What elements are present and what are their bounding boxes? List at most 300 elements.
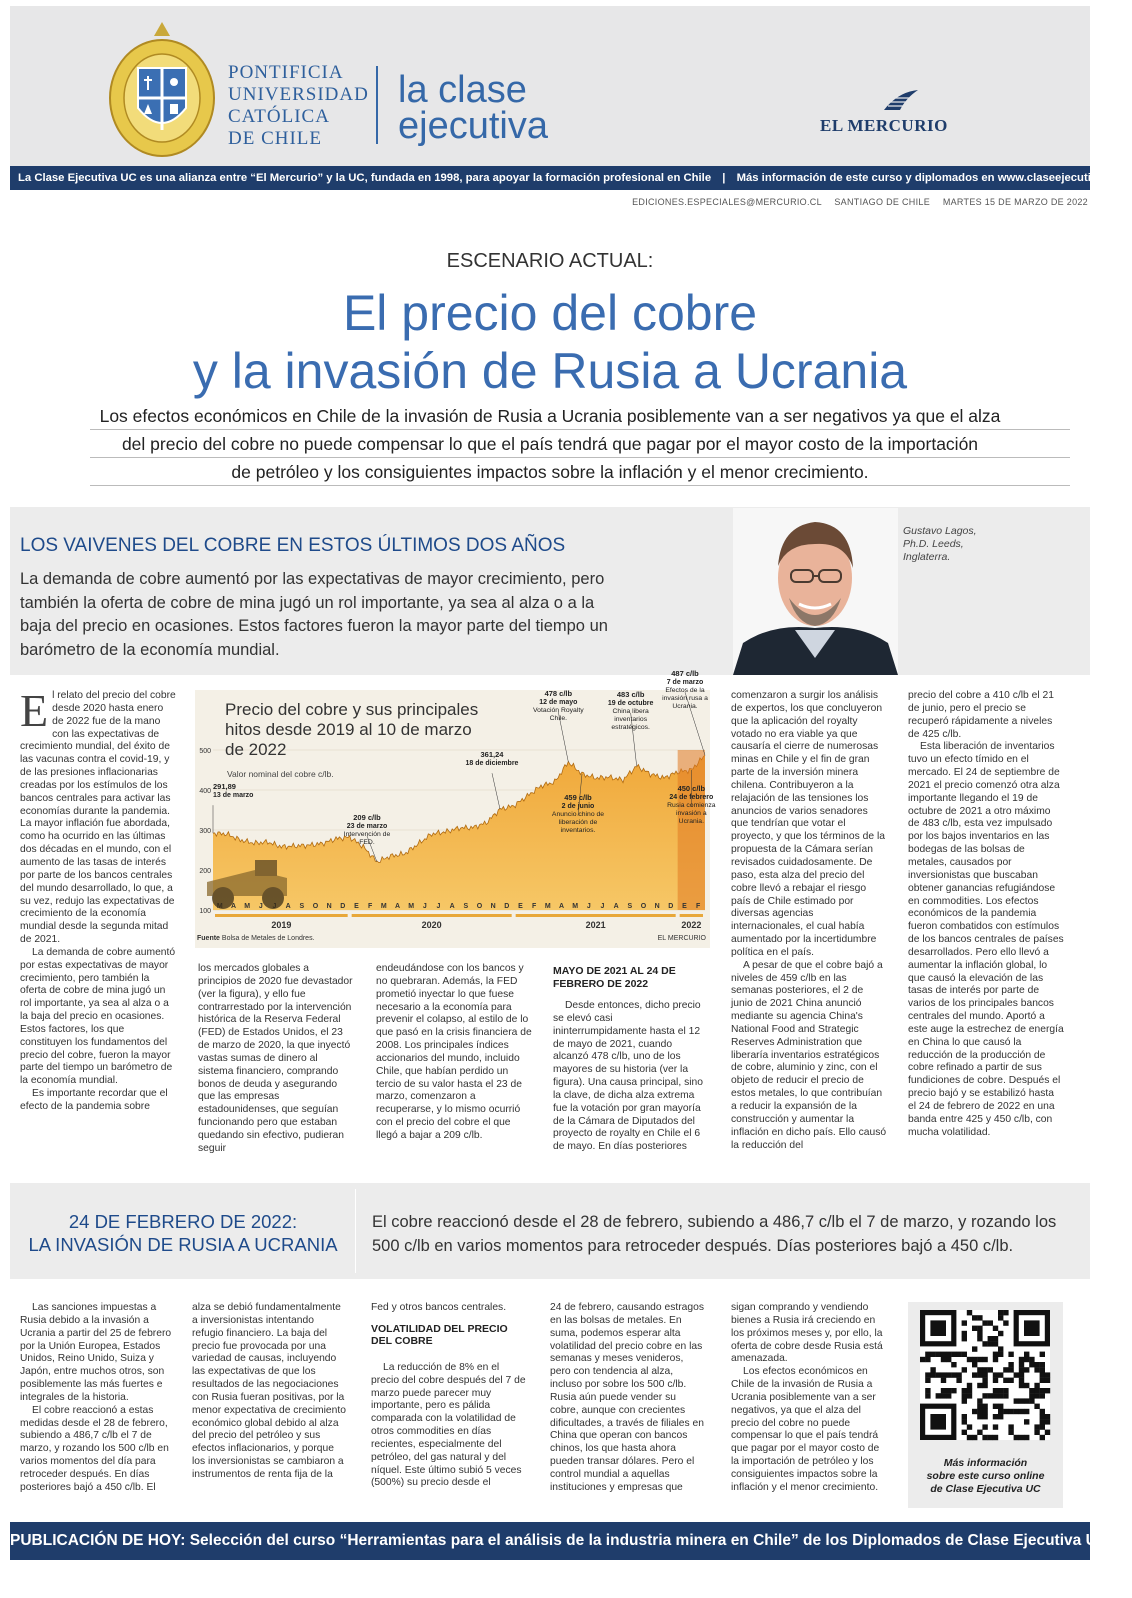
uc-name-line: DE CHILE — [228, 128, 323, 149]
qr-module — [962, 1352, 967, 1357]
drop-cap: E — [20, 685, 49, 736]
qr-module — [1034, 1362, 1039, 1367]
qr-module — [972, 1326, 977, 1331]
qr-module — [1019, 1362, 1024, 1367]
month-tick-label: J — [586, 903, 591, 910]
la-clase-ejecutiva-logo — [398, 69, 548, 147]
qr-module — [1014, 1372, 1019, 1377]
qr-module — [982, 1424, 987, 1429]
qr-module — [967, 1310, 972, 1315]
qr-module — [1040, 1378, 1045, 1383]
annotation-date: 23 de marzo — [346, 823, 388, 830]
qr-module — [941, 1352, 946, 1357]
qr-module — [962, 1320, 967, 1325]
qr-module — [1008, 1424, 1013, 1429]
paragraph: sigan comprando y vendiendo bienes a Rusia irá creciendo en los próximos meses y, por ello, la oferta de cobre desde Rusia está amenazada. — [731, 1302, 883, 1365]
qr-module — [972, 1346, 977, 1351]
paragraph: endeudándose con los bancos y no quebraran. Además, la FED prometió inyectar lo que fuese necesario a la economía para prevenir el colapso, al estilo de lo que pasó en la crisis financiera de 2008. Los principales índices accionarios del mundo, incluido Chile, que habían perdido un tercio de su valor hasta el 23 de marzo, comenzaron a recuperarse, y lo mismo ocurrió con el precio del cobre el que llegó a bajar a 209 c/lb. — [376, 963, 532, 1141]
qr-module — [1040, 1424, 1045, 1429]
year-label: 2021 — [585, 920, 606, 930]
annotation-note: inventarios — [614, 716, 648, 723]
qr-module — [951, 1388, 956, 1393]
qr-module — [951, 1352, 956, 1357]
qr-module — [1003, 1320, 1008, 1325]
annotation-note: invasión a — [676, 810, 707, 817]
article-column-1 — [20, 685, 176, 1114]
header-divider — [376, 66, 378, 144]
author-place: Inglaterra. — [903, 551, 951, 563]
qr-module — [941, 1378, 946, 1383]
qr-module — [993, 1352, 998, 1357]
qr-module — [988, 1393, 993, 1398]
qr-module — [967, 1424, 972, 1429]
qr-module — [977, 1414, 982, 1419]
qr-module — [977, 1315, 982, 1320]
publication-banner: PUBLICACIÓN DE HOY: Selección del curso “Herramientas para el análisis de la industria minera en Chile” de los Diplomados de Clase Ejecutiva UC. — [10, 1522, 1090, 1560]
qr-module — [993, 1424, 998, 1429]
paragraph: Fed y otros bancos centrales. — [371, 1302, 507, 1313]
qr-module — [946, 1372, 951, 1377]
qr-module — [988, 1341, 993, 1346]
qr-module — [967, 1393, 972, 1398]
qr-module — [1045, 1372, 1050, 1377]
qr-module — [1008, 1378, 1013, 1383]
month-tick-label: N — [490, 903, 496, 910]
month-tick-label: D — [504, 903, 510, 910]
annotation-value: 478 c/lb — [544, 689, 573, 698]
qr-module — [930, 1320, 946, 1336]
qr-module — [998, 1315, 1003, 1320]
paragraph: 24 de febrero, causando estragos en las bolsas de metales. En suma, podemos esperar alta volatilidad del precio cobre en las semanas y meses venideros, pero con tendencia al alza, incluso por sobre los 500 c/lb. Rusia aún puede vender su cobre, aunque con crecientes dificultades, a través de filiales en China que operan con bancos chinos, los que hasta ahora pueden transar dólares. Pero el control mundial a aquellas instituciones y empresas que — [550, 1302, 704, 1493]
qr-module — [925, 1352, 930, 1357]
qr-module — [998, 1404, 1003, 1409]
uc-name-line: CATÓLICA — [228, 106, 330, 127]
paragraph: La demanda de cobre aumentó por estas expectativas de mayor crecimiento, pero también la oferta de cobre de mina jugó un rol importante, ya sea al alza o a la baja del precio en ocasiones. Estos factores, los que constituyen los fundamentos del precio del cobre, fueron la mayor parte del tiempo un barómetro de la economía mundial. — [20, 946, 176, 1087]
qr-module — [993, 1336, 998, 1341]
paragraph: A pesar de que el cobre bajó a niveles de 459 c/lb en las semanas posteriores, el 2 de junio de 2021 China anunció mediante su agencia China's National Food and Strategic Reserves Administration que liberaría inventarios estratégicos de cobre, aluminio y zinc, con el objeto de reducir el precio de estos metales, lo que contribuían a reducir la expansión de la construcción y aumentar la inflación en dicho país. Ello causó la reducción del — [731, 959, 887, 1151]
month-tick-label: S — [299, 903, 305, 910]
qr-module — [998, 1346, 1003, 1351]
qr-module — [1014, 1398, 1019, 1403]
month-tick-label: A — [558, 903, 565, 910]
paragraph: Los efectos económicos en Chile de la invasión de Rusia a Ucrania posiblemente van a ser negativos, ya que el alza del precio del cobre no puede compensar lo que el país tendrá que pagar por el mayor costo de la importación de petróleo y los consiguientes impactos sobre la inflación y el menor crecimiento. — [731, 1366, 880, 1493]
qr-module — [967, 1357, 972, 1362]
qr-module — [1008, 1352, 1013, 1357]
year-bar — [215, 914, 348, 917]
annotation-note: China libera — [612, 708, 649, 715]
page-title — [0, 284, 1100, 400]
qr-module — [988, 1367, 993, 1372]
qr-module — [993, 1372, 998, 1377]
qr-module — [1040, 1393, 1045, 1398]
annotation-note: liberación de — [558, 819, 598, 826]
paragraph: precio del cobre a 410 c/lb el 21 de junio, pero el precio se recuperó rápidamente a niveles de 425 c/lb. — [908, 690, 1054, 740]
date: MARTES 15 DE MARZO DE 2022 — [942, 197, 1088, 207]
qr-module — [1003, 1393, 1008, 1398]
qr-module — [977, 1372, 982, 1377]
qr-module — [946, 1388, 951, 1393]
qr-module — [1040, 1409, 1045, 1414]
qr-module — [956, 1352, 961, 1357]
qr-module — [925, 1378, 930, 1383]
article-column-3 — [376, 963, 532, 1143]
qr-module — [941, 1357, 946, 1362]
place: SANTIAGO DE CHILE — [834, 197, 930, 207]
qr-module — [962, 1388, 967, 1393]
clase-line: ejecutiva — [398, 105, 548, 147]
annotation-date: 12 de mayo — [539, 699, 578, 706]
annotation-note: Ucrania. — [672, 703, 698, 711]
month-tick-label: N — [654, 903, 660, 910]
portrait-image — [733, 508, 898, 675]
mercurio-wing-icon — [880, 88, 920, 116]
qr-module — [993, 1357, 998, 1362]
qr-module — [962, 1419, 967, 1424]
qr-module — [1034, 1424, 1039, 1429]
qr-module — [982, 1435, 987, 1440]
month-tick-label: J — [436, 903, 441, 910]
qr-module — [998, 1393, 1003, 1398]
annotation-note: estratégicos. — [611, 724, 650, 731]
qr-module — [982, 1383, 987, 1388]
article-column-4 — [553, 963, 709, 1154]
qr-module — [998, 1310, 1003, 1315]
paragraph: El cobre reaccionó a estas medidas desde el 28 de febrero, subiendo a 486,7 c/lb el 7 de marzo, y rozando los 500 c/lb en varios momentos del día para retroceder después. En días posteriores bajó a 450 c/lb. El — [20, 1404, 169, 1493]
qr-module — [988, 1320, 993, 1325]
qr-caption-line: de Clase Ejecutiva UC — [930, 1483, 1041, 1495]
month-tick-label: E — [682, 903, 687, 910]
month-tick-label: J — [258, 903, 263, 910]
clase-line: la clase — [398, 69, 527, 111]
article-column-7 — [20, 1302, 175, 1495]
y-tick-label: 200 — [199, 868, 211, 875]
year-bar — [516, 914, 676, 917]
qr-module — [982, 1357, 987, 1362]
month-tick-label: O — [312, 903, 319, 910]
qr-module — [1014, 1435, 1019, 1440]
qr-module — [1024, 1357, 1029, 1362]
month-tick-label: A — [613, 903, 619, 910]
month-tick-label: M — [380, 903, 387, 910]
qr-module — [993, 1404, 998, 1409]
section-intro: La demanda de cobre aumentó por las expectativas de mayor crecimiento, pero también la oferta de cobre de mina jugó un rol importante, ya sea al alza o a la baja del precio en ocasiones. Estos factores fueron la mayor parte del tiempo un barómetro de la economía mundial. — [20, 570, 608, 659]
qr-module — [1045, 1430, 1050, 1435]
qr-module — [946, 1393, 951, 1398]
qr-module — [1034, 1367, 1039, 1372]
el-mercurio-logo: EL MERCURIO — [820, 116, 948, 135]
qr-module — [977, 1331, 982, 1336]
month-tick-label: O — [476, 903, 483, 910]
qr-module — [936, 1393, 941, 1398]
y-tick-label: 300 — [199, 828, 211, 835]
qr-module — [930, 1372, 935, 1377]
month-tick-label: M — [572, 903, 579, 910]
box-divider — [355, 1189, 356, 1273]
year-label: 2019 — [271, 920, 292, 930]
month-tick-label: A — [285, 903, 291, 910]
year-bar — [680, 914, 703, 917]
qr-module — [1003, 1378, 1008, 1383]
qr-module — [946, 1352, 951, 1357]
chart-subtitle: Valor nominal del cobre c/lb. — [227, 769, 334, 779]
qr-module — [998, 1414, 1003, 1419]
qr-module — [962, 1336, 967, 1341]
dateline — [632, 197, 1088, 207]
annotation-leader — [492, 773, 500, 809]
qr-module — [1029, 1362, 1034, 1367]
qr-module — [1024, 1409, 1029, 1414]
article-column-6 — [908, 690, 1064, 1140]
annotation-date: 13 de marzo — [213, 792, 254, 800]
qr-module — [1014, 1409, 1019, 1414]
qr-module — [988, 1435, 993, 1440]
qr-module — [972, 1409, 977, 1414]
lede — [60, 402, 1040, 486]
qr-module — [925, 1388, 930, 1393]
paragraph: Esta liberación de inventarios tuvo un efecto tímido en el mercado. El 24 de septiembre de 2021 el precio comenzó otra alza importante llegando el 19 de octubre de 2021 a otro máximo de 483 c/lb, esta vez impulsado por los bajos inventarios en las bodegas de las bolsas de metales, causados por inversionistas que buscaban obtener ganancias refugiándose en commodities. Los efectos económicos de la pandemia fueron combatidos con estímulos de los bancos centrales de países desarrollados. Pero ello llevó a aumentar la inflación global, lo que causó la elevación de las tasas de interés por parte de varios de los principales bancos centrales del mundo. Aportó a este auge la estrechez de energía en China lo que causó la reducción de la producción de cobre refinado a partir de sus fundiciones de cobre. Después el precio bajó y se estabilizó hasta el 24 de febrero de 2022 en una banda entre 425 y 450 c/lb, con mucha volatilidad. — [908, 741, 1064, 1138]
annotation-value: 361,24 — [480, 750, 504, 760]
qr-caption-line: sobre este curso online — [926, 1470, 1045, 1482]
subheading: VOLATILIDAD DEL PRECIO DEL COBRE — [371, 1322, 508, 1348]
paragraph: Las sanciones impuestas a Rusia debido a la invasión a Ucrania a partir del 25 de febrero por la Unión Europea, Estados Unidos, Reino Unido, Suiza y Japón, entre muchos otros, son posiblemente las más fuertes e integrales de la historia. — [20, 1302, 172, 1403]
qr-module — [1019, 1357, 1024, 1362]
qr-module — [1024, 1320, 1040, 1336]
month-tick-label: J — [600, 903, 605, 910]
author-name: Gustavo Lagos, — [903, 525, 977, 537]
qr-module — [967, 1383, 972, 1388]
qr-module — [993, 1435, 998, 1440]
qr-module — [982, 1372, 987, 1377]
uc-name-line: PONTIFICIA — [228, 62, 344, 83]
qr-module — [1040, 1372, 1045, 1377]
annotation-note: invasión rusa a — [662, 695, 708, 703]
lede-line: de petróleo y los consiguientes impactos sobre la inflación y el menor crecimiento. — [231, 462, 869, 482]
annotation-note: inventarios. — [560, 827, 596, 834]
annotation-note: Intervención de — [343, 831, 391, 838]
y-tick-label: 400 — [199, 788, 211, 795]
qr-module — [982, 1393, 987, 1398]
qr-module — [998, 1409, 1003, 1414]
qr-module — [1003, 1388, 1008, 1393]
qr-module — [1045, 1388, 1050, 1393]
month-tick-label: F — [532, 903, 537, 910]
title-line: y la invasión de Rusia a Ucrania — [192, 343, 908, 399]
uc-name-line: UNIVERSIDAD — [228, 84, 369, 105]
author-degree: Ph.D. Leeds, — [903, 538, 964, 550]
qr-module — [956, 1378, 961, 1383]
chart-source — [197, 935, 315, 942]
title-line: El precio del cobre — [342, 285, 758, 341]
qr-module — [1034, 1430, 1039, 1435]
alliance-text: La Clase Ejecutiva UC es una alianza entre “El Mercurio” y la UC, fundada en 1998, para apoyar la formación profesional en Chile — [18, 172, 712, 184]
qr-module — [1040, 1419, 1045, 1424]
heading-line: 24 DE FEBRERO DE 2022: — [68, 1211, 298, 1232]
annotation-date: 7 de marzo — [666, 679, 704, 687]
annotation-value: 209 c/lb — [353, 813, 381, 822]
qr-module — [1034, 1393, 1039, 1398]
annotation-note: FED. — [359, 839, 375, 846]
article-column-11 — [731, 1302, 887, 1495]
invasion-heading — [20, 1210, 346, 1256]
annotation-date: 19 de octubre — [607, 700, 654, 707]
qr-module — [1029, 1357, 1034, 1362]
month-tick-label: N — [326, 903, 332, 910]
qr-module — [1024, 1352, 1029, 1357]
qr-module — [982, 1414, 987, 1419]
uc-seal-logo — [108, 18, 216, 158]
month-tick-label: E — [518, 903, 523, 910]
year-label: 2022 — [681, 920, 702, 930]
year-label: 2020 — [421, 920, 442, 930]
y-tick-label: 100 — [199, 908, 211, 915]
annotation-note: Chile. — [549, 715, 568, 722]
month-tick-label: J — [422, 903, 427, 910]
qr-module — [982, 1378, 987, 1383]
qr-module — [962, 1414, 967, 1419]
month-tick-label: A — [230, 903, 237, 910]
qr-module — [1040, 1414, 1045, 1419]
qr-module — [936, 1372, 941, 1377]
subheading: MAYO DE 2021 AL 24 DE FEBRERO DE 2022 — [553, 965, 676, 990]
qr-module — [977, 1336, 982, 1341]
annotation-date: 2 de junio — [561, 803, 595, 810]
article-column-10 — [550, 1302, 705, 1495]
y-tick-label: 500 — [199, 748, 211, 755]
qr-module — [993, 1326, 998, 1331]
qr-module — [993, 1341, 998, 1346]
qr-module — [1045, 1419, 1050, 1424]
qr-module — [1029, 1388, 1034, 1393]
paragraph: Es importante recordar que el efecto de la pandemia sobre — [20, 1088, 168, 1112]
more-info-link[interactable]: Más información de este curso y diplomados en www.claseejecutiva.uc.cl — [736, 172, 1132, 184]
qr-module — [982, 1409, 987, 1414]
month-tick-label: A — [394, 903, 401, 910]
month-tick-label: F — [368, 903, 373, 910]
chart-title: Precio del cobre y sus principales hitos desde 2019 al 10 de marzo de 2022 — [225, 700, 479, 759]
article-column-5 — [731, 690, 887, 1152]
qr-module — [1045, 1378, 1050, 1383]
qr-module — [920, 1357, 925, 1362]
lede-line: Los efectos económicos en Chile de la invasión de Rusia a Ucrania posiblemente van a ser negativos ya que el alza — [99, 406, 1001, 426]
qr-module — [977, 1404, 982, 1409]
chart-credit: EL MERCURIO — [657, 935, 706, 942]
qr-module — [1024, 1435, 1029, 1440]
qr-module — [998, 1388, 1003, 1393]
qr-module — [972, 1357, 977, 1362]
qr-module — [1029, 1393, 1034, 1398]
paragraph: Desde entonces, dicho precio se elevó casi ininterrumpidamente hasta el 12 de mayo de 2021, cuando alcanzó 478 c/lb, uno de los mayores de su historia (ver la figura). Una causa principal, sino la clave, de dicha alza extrema fue la votación por gran mayoría de la Cámara de Diputados del proyecto de royalty en Chile el 6 de mayo. En días posteriores — [553, 1000, 703, 1153]
annotation-note: Anuncio chino de — [551, 811, 605, 818]
qr-module — [936, 1352, 941, 1357]
qr-module — [1019, 1398, 1024, 1403]
heading-line: LA INVASIÓN DE RUSIA A UCRANIA — [28, 1234, 338, 1255]
qr-module — [962, 1430, 967, 1435]
month-tick-label: M — [244, 903, 251, 910]
qr-module — [993, 1378, 998, 1383]
qr-module — [998, 1331, 1003, 1336]
qr-module — [967, 1388, 972, 1393]
month-tick-label: S — [627, 903, 633, 910]
qr-module — [1024, 1419, 1029, 1424]
qr-module — [1040, 1352, 1045, 1357]
source-text: Bolsa de Metales de Londres. — [221, 935, 315, 942]
rule — [90, 457, 1070, 458]
qr-module — [972, 1435, 977, 1440]
alliance-banner — [10, 166, 1132, 190]
qr-module — [930, 1352, 935, 1357]
qr-module — [1008, 1362, 1013, 1367]
paragraph: La reducción de 8% en el precio del cobre después del 7 de marzo puede parecer muy importante, pero es pálida comparada con la volatilidad de otros commodities en días recientes, especialmente del petróleo, del gas natural y del níquel. Este último subió 5 veces (500%) su precio desde el — [371, 1361, 526, 1489]
qr-module — [1040, 1435, 1045, 1440]
month-tick-label: M — [408, 903, 415, 910]
qr-module — [962, 1367, 967, 1372]
qr-module — [946, 1357, 951, 1362]
invasion-summary: El cobre reaccionó desde el 28 de febrero, subiendo a 486,7 c/lb el 7 de marzo, y rozando los 500 c/lb en varios momentos para retroceder después. Días posteriores bajó a 450 c/lb. — [372, 1213, 1057, 1255]
qr-code-icon[interactable] — [920, 1310, 1050, 1440]
qr-caption — [908, 1457, 1063, 1496]
qr-module — [1008, 1409, 1013, 1414]
qr-module — [962, 1331, 967, 1336]
qr-module — [993, 1414, 998, 1419]
qr-module — [1008, 1367, 1013, 1372]
qr-module — [925, 1372, 930, 1377]
annotation-date: 24 de febrero — [669, 794, 714, 801]
contact-email[interactable]: EDICIONES.ESPECIALES@MERCURIO.CL — [632, 197, 822, 207]
qr-module — [1045, 1414, 1050, 1419]
paragraph: alza se debió fundamentalmente a inversionistas intentando refugio financiero. La baja del precio fue provocada por una variedad de causas, incluyendo las expectativas de que los resultados de las negociaciones con Rusia fueran positivas, por la menor expectativa de crecimiento económico global debido al alza del precio del petróleo y sus efectos inflacionarios, y porque los inversionistas se cambiaron a instrumentos de renta fija de la — [192, 1302, 346, 1480]
qr-module — [1019, 1383, 1024, 1388]
month-tick-label: D — [668, 903, 674, 910]
rule — [90, 429, 1070, 430]
qr-module — [1029, 1398, 1034, 1403]
qr-module — [1019, 1367, 1024, 1372]
lede-line: del precio del cobre no puede compensar lo que el país tendrá que pagar por el mayor costo de la importación — [121, 434, 979, 454]
month-tick-label: D — [340, 903, 346, 910]
qr-module — [962, 1393, 967, 1398]
qr-module — [972, 1372, 977, 1377]
qr-module — [1040, 1388, 1045, 1393]
qr-module — [977, 1430, 982, 1435]
paragraph: comenzaron a surgir los análisis de expertos, los que concluyeron que la aplicación del royalty votado no era viable ya que causaría el cierre de numerosas minas en Chile y el fin de gran parte de la inversión minera chilena. Contribuyeron a la relajación de las tensiones los anuncios de varios senadores que tendrían que votar el proyecto, y que los términos de la propuesta de la Cámara serían revisados cuidadosamente. De paso, esta alza del precio del cobre llevó a rebajar el riesgo país de Chile estimado por diversas agencias internacionales, el cual había aumentado por la incertidumbre política en el país. — [731, 690, 885, 958]
banner-separator: | — [722, 172, 726, 184]
qr-module — [930, 1367, 935, 1372]
qr-module — [1024, 1367, 1029, 1372]
annotation-note: Rusia comienza — [667, 802, 716, 809]
qr-module — [982, 1341, 987, 1346]
qr-module — [1003, 1310, 1008, 1315]
qr-module — [993, 1393, 998, 1398]
qr-module — [962, 1398, 967, 1403]
qr-module — [1034, 1404, 1039, 1409]
qr-module — [930, 1414, 946, 1430]
qr-module — [1040, 1362, 1045, 1367]
qr-module — [972, 1315, 977, 1320]
qr-module — [941, 1393, 946, 1398]
annotation-note: Efectos de la — [665, 687, 705, 695]
qr-module — [941, 1372, 946, 1377]
article-column-2 — [198, 963, 354, 1156]
article-column-8 — [192, 1302, 347, 1482]
kicker: ESCENARIO ACTUAL: — [446, 250, 654, 272]
month-tick-label: O — [640, 903, 647, 910]
month-tick-label: M — [544, 903, 551, 910]
annotation-note: Ucrania. — [678, 818, 704, 825]
qr-module — [1008, 1430, 1013, 1435]
paragraph: l relato del precio del cobre desde 2020 hasta enero de 2022 fue de la mano con las expectativas de crecimiento mundial, del éxito de las vacunas contra el covid-19, y de las presiones inflacionarias creadas por los estímulos de los bancos centrales para activar las economías durante la pandemia. La mayor inflación fue abordada, como ha ocurrido en las últimas dos décadas en el mundo, con el aumento de las tasas de interés por parte de los bancos centrales del mundo desarrollado, lo que, a su vez, redujo las expectativas de crecimiento de la economía mundial desde la segunda mitad de 2021. — [20, 690, 176, 946]
qr-module — [925, 1393, 930, 1398]
annotation-value: 291,89 — [213, 782, 236, 792]
qr-module — [967, 1435, 972, 1440]
